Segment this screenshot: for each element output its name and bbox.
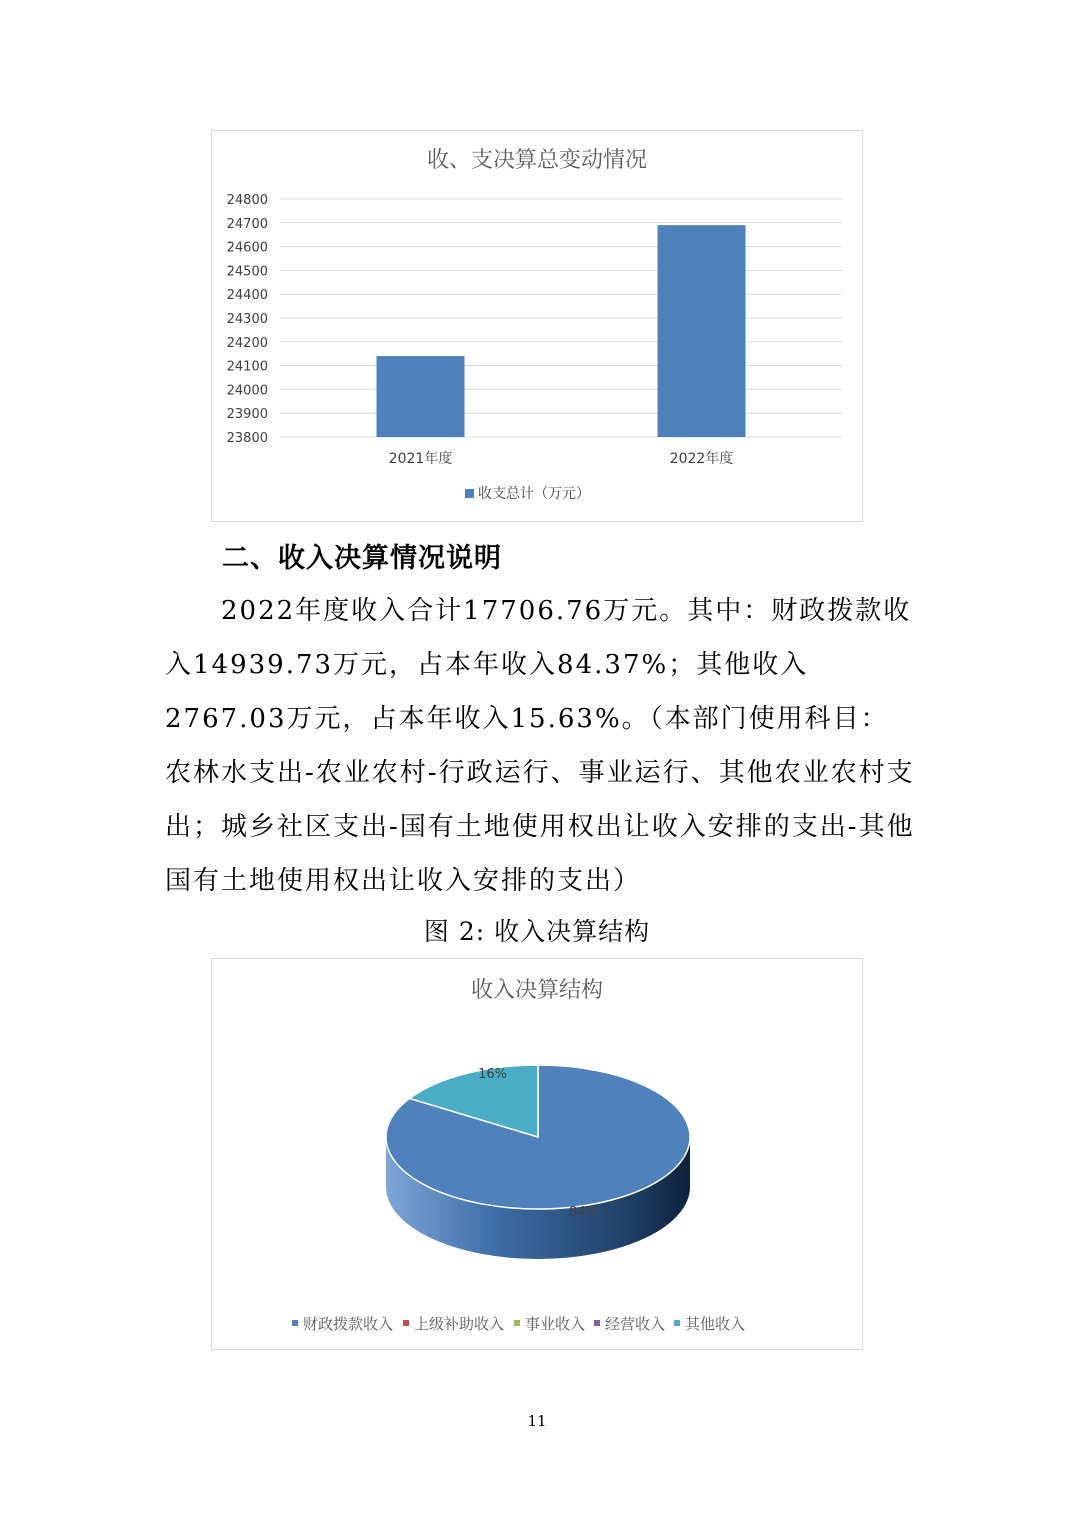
legend-label: 财政拨款收入 [303,1315,394,1333]
pie-data-label: 84% [568,1205,598,1221]
chart-title: 收、支决算总变动情况 [426,148,648,173]
y-tick-label: 24700 [226,216,268,232]
legend-swatch [514,1320,520,1326]
legend-label: 其他收入 [685,1315,746,1333]
y-tick-label: 24300 [226,312,268,327]
y-tick-label: 23800 [226,431,268,446]
x-tick-label: 2022年度 [669,451,734,467]
legend-label: 上级补助收入 [414,1315,505,1333]
legend-label: 经营收入 [605,1315,666,1333]
bar-chart-svg [212,131,862,521]
legend-label: 事业收入 [525,1315,586,1333]
chart-title: 收入决算结构 [470,978,604,1003]
y-tick-label: 24100 [226,359,268,375]
bar-1 [377,356,465,437]
pie-chart-svg [212,959,862,1349]
y-tick-label: 24400 [226,288,268,304]
y-tick-label: 23900 [226,407,268,423]
y-tick-label: 24600 [226,240,268,256]
bar-chart [211,130,863,522]
x-tick-label: 2021年度 [388,451,453,467]
y-tick-label: 24500 [226,264,268,280]
page-number: 11 [527,1412,547,1430]
y-tick-label: 24800 [226,193,268,208]
pie-data-label: 16% [478,1066,508,1082]
pie-chart [211,958,863,1350]
legend-label: 收支总计（万元） [478,486,590,502]
y-tick-label: 24000 [226,383,268,399]
legend-swatch [292,1320,298,1326]
legend-swatch [465,489,474,498]
bar-2 [658,225,746,437]
legend-swatch [674,1320,680,1326]
legend-swatch [594,1320,600,1326]
paragraph-text: 2022年度收入合计17706.76万元。其中：财政拨款收入14939.73万元，占本年收入84.37%；其他收入2767.03万元，占本年收入15.63%。（本部门使用科目：农林水支出-农业农村-行政运行、事业运行、其他农业农村支出；城乡社区支出-国有土地使用权出让收入安排的支出-其他国有土地使用权出让收入安排的支出） [165,596,915,896]
section-heading: 二、收入决算情况说明 [222,543,502,574]
body-paragraph [165,584,915,908]
y-tick-label: 24200 [226,335,268,351]
legend-swatch [403,1320,409,1326]
figure-caption: 图 2: 收入决算结构 [423,917,651,946]
